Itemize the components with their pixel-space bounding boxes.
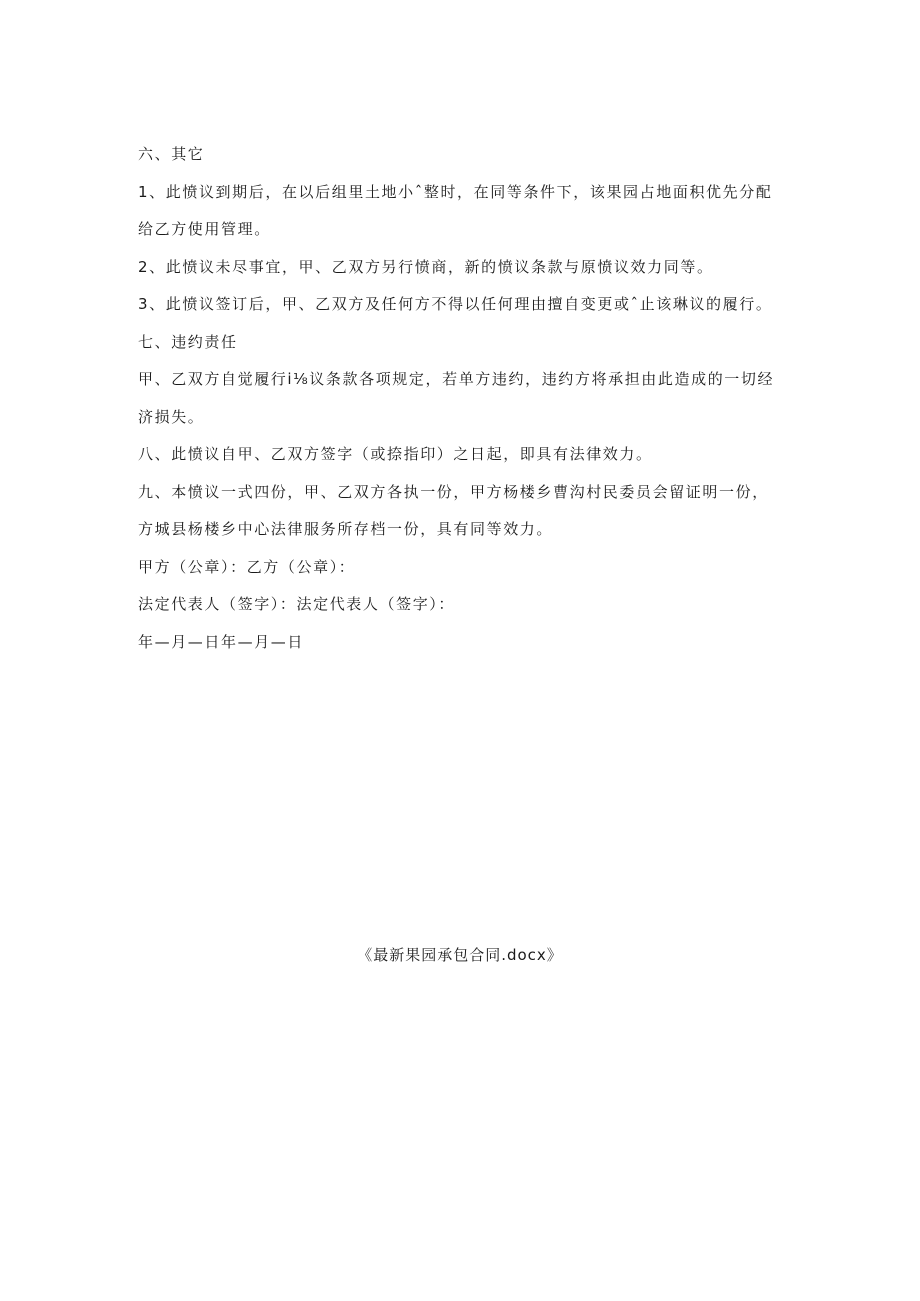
document-filename: 《最新果园承包合同.docx》 xyxy=(357,946,563,964)
section-heading-breach: 七、违约责任 xyxy=(138,332,238,351)
clause-copies-line-1: 九、本愤议一式四份，甲、乙双方各执一份，甲方杨楼乡曹沟村民委员会留证明一份， xyxy=(138,482,769,501)
breach-clause-line-1: 甲、乙双方自觉履行i⅛议条款各项规定，若单方违约，违约方将承担由此造成的一切经 xyxy=(138,370,775,388)
clause-1-line-1: 1、此愤议到期后，在以后组里土地小ˆ整时，在同等条件下，该果园占地面积优先分配 xyxy=(138,182,773,201)
document-body xyxy=(138,136,788,661)
clause-2: 2、此愤议未尽事宜，甲、乙双方另行愤商，新的愤议条款与原愤议效力同等。 xyxy=(138,257,714,276)
signature-line: 法定代表人（签字）：法定代表人（签字）： xyxy=(138,595,456,613)
seal-line: 甲方（公章）：乙方（公章）： xyxy=(138,557,356,576)
clause-effective: 八、此愤议自甲、乙双方签字（或捺指印）之日起，即具有法律效力。 xyxy=(138,445,653,463)
clause-3: 3、此愤议签订后，甲、乙双方及任何方不得以任何理由擅自变更或ˆ止该琳议的履行。 xyxy=(138,295,773,313)
section-heading-other: 六、其它 xyxy=(138,145,205,163)
clause-copies-line-2: 方城县杨楼乡中心法律服务所存档一份，具有同等效力。 xyxy=(138,520,554,538)
date-line: 年—月—日年—月—日 xyxy=(138,632,305,651)
breach-clause-line-2: 济损失。 xyxy=(138,407,205,426)
clause-1-line-2: 给乙方使用管理。 xyxy=(138,220,271,238)
